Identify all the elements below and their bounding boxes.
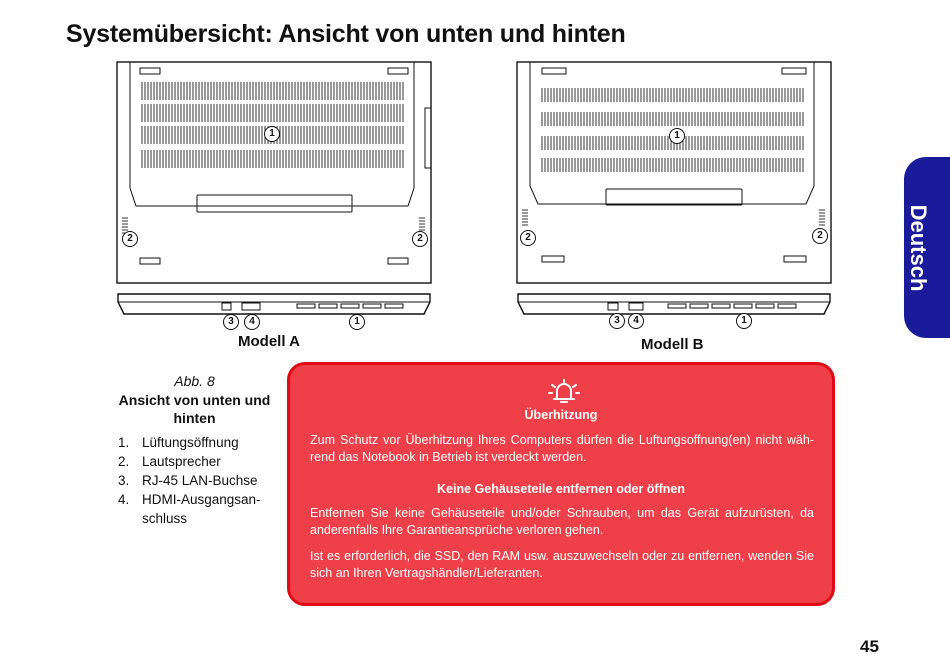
page-title: Systemübersicht: Ansicht von unten und hinten <box>66 20 626 48</box>
legend-list <box>118 433 278 528</box>
callout-b-1-vent: 1 <box>669 128 685 144</box>
model-a-rear-view <box>118 294 430 314</box>
model-a-vent-grille <box>142 82 403 168</box>
model-a-speaker-grilles <box>122 218 425 233</box>
legend-item-text: HDMI-Ausgangsan-schluss <box>142 492 261 526</box>
language-tab <box>904 157 950 338</box>
callout-b-2-speaker-right: 2 <box>812 228 828 244</box>
legend-item: 1. Lüftungsöffnung <box>118 435 239 450</box>
model-a-label: Modell A <box>238 333 300 350</box>
legend-item: 2. Lautsprecher <box>118 454 221 469</box>
callout-a-2-speaker-right: 2 <box>412 231 428 247</box>
callout-b-3-lan: 3 <box>609 313 625 329</box>
overheat-alarm-icon <box>546 377 582 405</box>
legend-item-text: Lautsprecher <box>142 454 221 469</box>
figure-title: Ansicht von unten und hinten <box>118 392 271 426</box>
callout-b-4-hdmi: 4 <box>628 313 644 329</box>
warning-text-service: Ist es erforderlich, die SSD, den RAM usw. auszuwechseln oder zu entfernen, wenden Sie sich an Ihren Vertragshändler/Lieferanten. <box>310 549 814 580</box>
model-b-diagram <box>512 58 837 323</box>
language-tab-label: Deutsch <box>906 204 931 291</box>
callout-a-1-rear-vent: 1 <box>349 314 365 330</box>
warning-heading: Überhitzung <box>524 408 598 422</box>
callout-b-1-rear-vent: 1 <box>736 313 752 329</box>
legend-item-text: Lüftungsöffnung <box>142 435 239 450</box>
model-b-rear-view <box>518 294 830 314</box>
callout-b-2-speaker-left: 2 <box>520 230 536 246</box>
callout-a-4-hdmi: 4 <box>244 314 260 330</box>
legend-item-text: RJ-45 LAN-Buchse <box>142 473 258 488</box>
legend-item: 4. HDMI-Ausgangsan-schluss <box>118 490 278 528</box>
callout-a-3-lan: 3 <box>223 314 239 330</box>
figure-caption <box>112 373 277 427</box>
page-number: 45 <box>860 637 879 656</box>
warning-subheading: Keine Gehäuseteile entfernen oder öffnen <box>437 482 685 496</box>
figure-number: Abb. 8 <box>174 373 215 389</box>
model-b-speaker-grilles <box>522 210 825 225</box>
model-a-diagram <box>112 58 437 323</box>
overheating-warning-box <box>287 362 835 606</box>
legend-item: 3. RJ-45 LAN-Buchse <box>118 473 258 488</box>
callout-a-1-vent: 1 <box>264 126 280 142</box>
model-b-label: Modell B <box>641 336 704 353</box>
warning-text-housing: Entfernen Sie keine Gehäuseteile und/oder Schrauben, um das Gerät aufzurüsten, da anderenfalls Ihre Garantieansprüche verloren gehen. <box>310 506 814 537</box>
warning-text-overheating: Zum Schutz vor Überhitzung Ihres Computers dürfen die Luftungsoffnung(en) nicht wäh-rend das Notebook in Betrieb ist verdeckt werden. <box>310 433 814 464</box>
callout-a-2-speaker-left: 2 <box>122 231 138 247</box>
